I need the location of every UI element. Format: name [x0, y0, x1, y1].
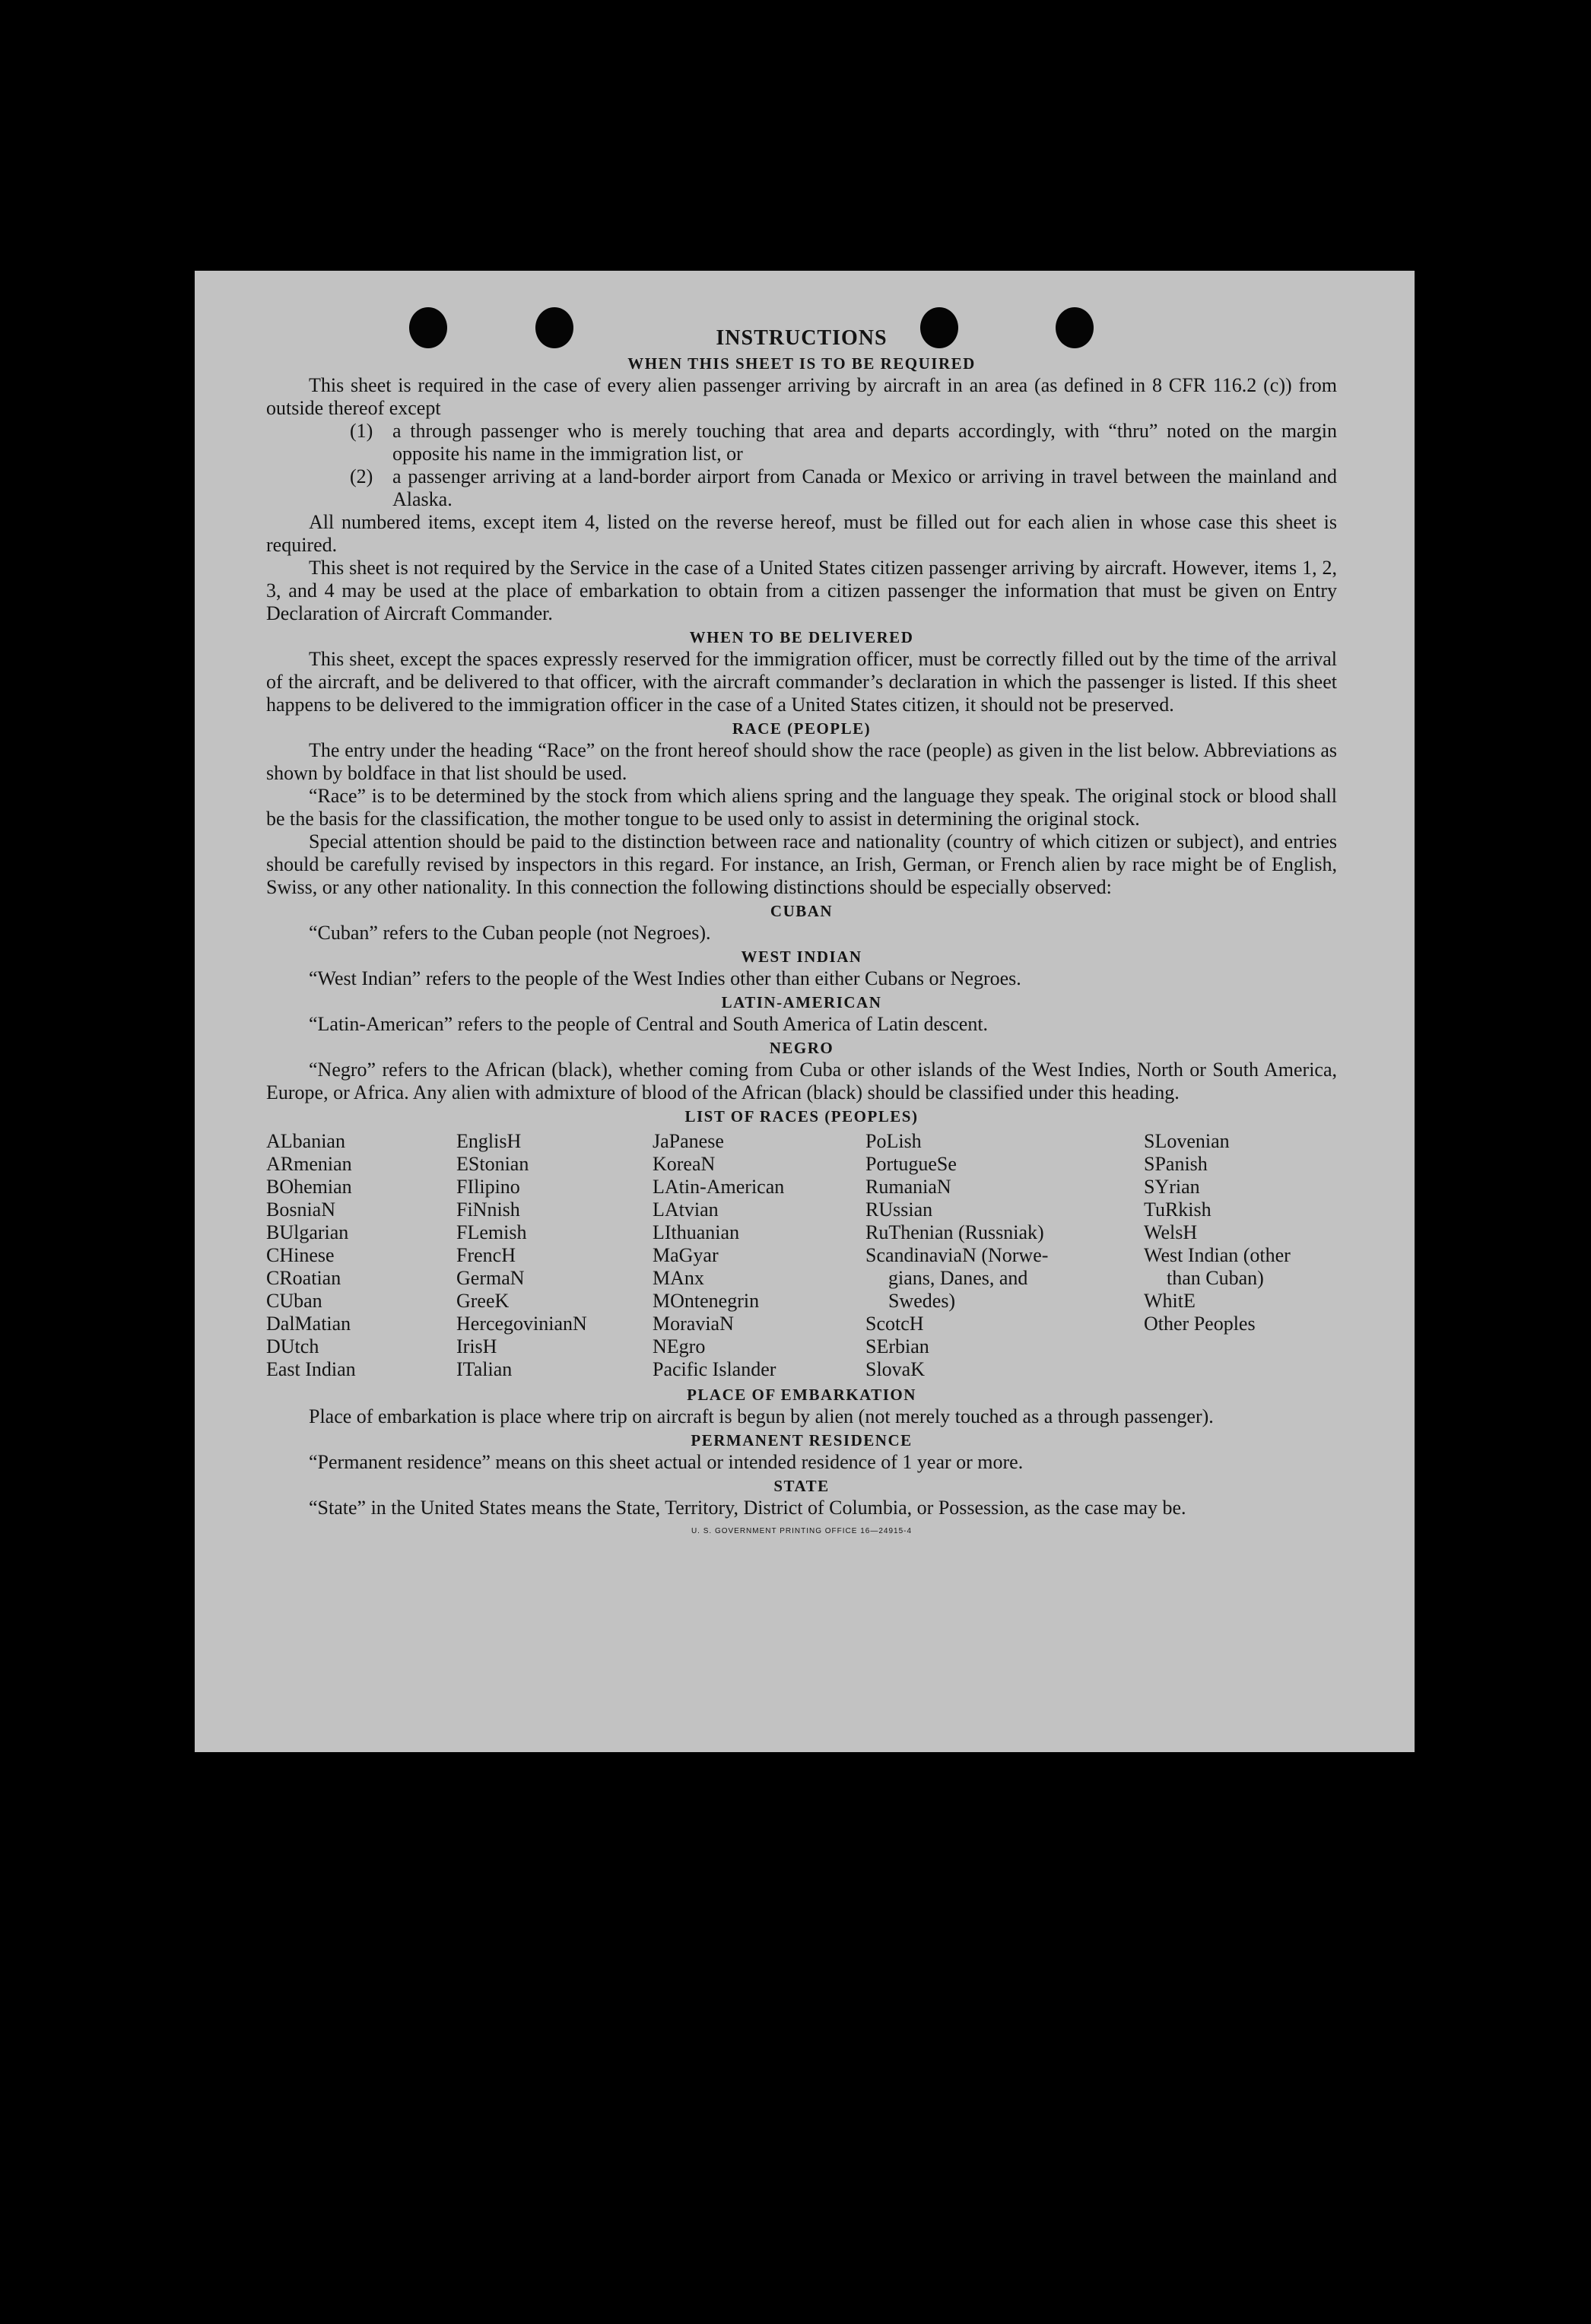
item-text: a passenger arriving at a land-border airport from Canada or Mexico or arriving in travel between the mainland and Alaska.	[392, 465, 1337, 510]
section-heading-state: STATE	[773, 1477, 830, 1495]
section-heading-residence: PERMANENT RESIDENCE	[691, 1431, 913, 1449]
race-entry: LAtvian	[653, 1199, 719, 1221]
section-heading-latin-american: LATIN-AMERICAN	[721, 993, 882, 1011]
sheet-content	[266, 327, 1337, 1538]
paragraph: This sheet is not required by the Service in the case of a United States citizen passenger arriving by aircraft. However, items 1, 2, 3, and 4 may be used at the place of embarkation to obtain from a citizen passenger the information that must be given on Entry Declaration of Aircraft Commander.	[266, 557, 1337, 624]
race-entry: SErbian	[865, 1335, 929, 1357]
race-entry: PortugueSe	[865, 1153, 957, 1175]
paragraph: This sheet, except the spaces expressly reserved for the immigration officer, must be correctly filled out by the time of the arrival of the aircraft, and be delivered to that officer, with the aircraft commander’s declaration in which the passenger is listed. If this sheet happens to be delivered to the immigration officer in the case of a United States citizen, it should not be preserved.	[266, 648, 1337, 716]
paragraph: “Race” is to be determined by the stock from which aliens spring and the language they speak. The original stock or blood shall be the basis for the classification, the mother tongue to be used only to assist in determining the original stock.	[266, 785, 1337, 830]
paragraph: “Negro” refers to the African (black), whether coming from Cuba or other islands of the West Indies, North or South America, Europe, or Africa. Any alien with admixture of blood of the African (black) should be classified under this heading.	[266, 1059, 1337, 1103]
race-entry: ScotcH	[865, 1313, 924, 1335]
race-entry: SPanish	[1144, 1153, 1208, 1175]
paragraph: “State” in the United States means the State, Territory, District of Columbia, or Possession, as the case may be.	[309, 1497, 1186, 1519]
race-entry: ScandinaviaN (Norwe-	[865, 1244, 1049, 1266]
race-entry: LAtin-American	[653, 1176, 785, 1198]
race-entry: CHinese	[266, 1244, 335, 1266]
race-entry: SLovenian	[1144, 1130, 1230, 1152]
race-entry: SlovaK	[865, 1358, 925, 1380]
race-column	[653, 1130, 865, 1381]
race-entry: East Indian	[266, 1358, 356, 1380]
paragraph: “Latin-American” refers to the people of Central and South America of Latin descent.	[309, 1013, 989, 1035]
race-entry: BOhemian	[266, 1176, 352, 1198]
race-entry: ITalian	[456, 1358, 513, 1380]
race-entry: IrisH	[456, 1335, 497, 1357]
race-list	[266, 1130, 1337, 1381]
paragraph: All numbered items, except item 4, listed on the reverse hereof, must be filled out for each alien in whose case this sheet is required.	[266, 511, 1337, 556]
list-item	[350, 465, 1337, 511]
race-entry: RUssian	[865, 1199, 933, 1221]
race-entry: LIthuanian	[653, 1221, 740, 1243]
list-item	[350, 420, 1337, 465]
race-entry: DUtch	[266, 1335, 319, 1357]
race-entry: KoreaN	[653, 1153, 716, 1175]
paragraph: “Permanent residence” means on this sheet actual or intended residence of 1 year or more.	[309, 1451, 1024, 1473]
race-entry: CUban	[266, 1290, 322, 1312]
race-entry: EnglisH	[456, 1130, 522, 1152]
race-entry: TuRkish	[1144, 1199, 1212, 1221]
race-entry: WhitE	[1144, 1290, 1196, 1312]
race-column	[865, 1130, 1144, 1381]
page-title: INSTRUCTIONS	[716, 326, 888, 350]
race-entry: Swedes)	[888, 1290, 956, 1312]
race-entry: BosniaN	[266, 1199, 335, 1221]
race-entry: HercegovinianN	[456, 1313, 587, 1335]
race-entry: FiNnish	[456, 1199, 520, 1221]
section-heading-list-of-races: LIST OF RACES (PEOPLES)	[684, 1107, 919, 1125]
race-entry: West Indian (other	[1144, 1244, 1291, 1266]
section-heading-required: WHEN THIS SHEET IS TO BE REQUIRED	[627, 354, 976, 373]
race-entry: NEgro	[653, 1335, 706, 1357]
race-entry: ALbanian	[266, 1130, 345, 1152]
race-entry: gians, Danes, and	[888, 1267, 1028, 1289]
race-column	[266, 1130, 456, 1381]
race-entry: Pacific Islander	[653, 1358, 776, 1380]
section-heading-cuban: CUBAN	[770, 902, 834, 920]
race-entry: DalMatian	[266, 1313, 351, 1335]
race-entry: ARmenian	[266, 1153, 352, 1175]
race-entry: FLemish	[456, 1221, 527, 1243]
item-number: (1)	[350, 420, 373, 442]
section-heading-delivered: WHEN TO BE DELIVERED	[689, 628, 914, 646]
race-entry: JaPanese	[653, 1130, 724, 1152]
race-entry: PoLish	[865, 1130, 922, 1152]
race-column	[1144, 1130, 1337, 1381]
race-entry: GermaN	[456, 1267, 525, 1289]
race-entry: CRoatian	[266, 1267, 341, 1289]
race-entry: MOntenegrin	[653, 1290, 760, 1312]
paragraph: This sheet is required in the case of every alien passenger arriving by aircraft in an area (as defined in 8 CFR 116.2 (c)) from outside thereof except	[266, 374, 1337, 419]
race-entry: than Cuban)	[1167, 1267, 1264, 1289]
section-heading-west-indian: WEST INDIAN	[741, 948, 862, 966]
race-entry: EStonian	[456, 1153, 529, 1175]
race-entry: BUlgarian	[266, 1221, 349, 1243]
race-column	[456, 1130, 653, 1381]
race-entry: MaGyar	[653, 1244, 719, 1266]
race-entry: SYrian	[1144, 1176, 1200, 1198]
race-entry: MAnx	[653, 1267, 704, 1289]
race-entry: Other Peoples	[1144, 1313, 1256, 1335]
item-text: a through passenger who is merely touching that area and departs accordingly, with “thru” noted on the margin opposite his name in the immigration list, or	[392, 420, 1337, 465]
paragraph: The entry under the heading “Race” on the front hereof should show the race (people) as given in the list below. Abbreviations as shown by boldface in that list should be used.	[266, 739, 1337, 784]
race-entry: RumaniaN	[865, 1176, 951, 1198]
race-entry: RuThenian (Russniak)	[865, 1221, 1044, 1243]
race-entry: WelsH	[1144, 1221, 1198, 1243]
section-heading-negro: NEGRO	[769, 1039, 834, 1057]
paragraph: Place of embarkation is place where trip on aircraft is begun by alien (not merely touched as a through passenger).	[309, 1405, 1214, 1427]
item-number: (2)	[350, 465, 373, 487]
race-entry: GreeK	[456, 1290, 510, 1312]
paragraph: “Cuban” refers to the Cuban people (not Negroes).	[309, 922, 711, 944]
race-entry: MoraviaN	[653, 1313, 734, 1335]
race-entry: FrencH	[456, 1244, 516, 1266]
paragraph: “West Indian” refers to the people of the West Indies other than either Cubans or Negroes.	[309, 967, 1021, 989]
race-entry: FIlipino	[456, 1176, 520, 1198]
paragraph: Special attention should be paid to the distinction between race and nationality (country of which citizen or subject), and entries should be carefully revised by inspectors in this regard. For instance, an Irish, German, or French alien by race might be of English, Swiss, or any other nationality. In this connection the following distinctions should be especially observed:	[266, 830, 1337, 898]
section-heading-race: RACE (PEOPLE)	[732, 719, 872, 738]
printer-imprint: U. S. GOVERNMENT PRINTING OFFICE 16—24915-4	[691, 1527, 913, 1535]
section-heading-embarkation: PLACE OF EMBARKATION	[687, 1386, 916, 1404]
instruction-sheet	[195, 271, 1415, 1752]
